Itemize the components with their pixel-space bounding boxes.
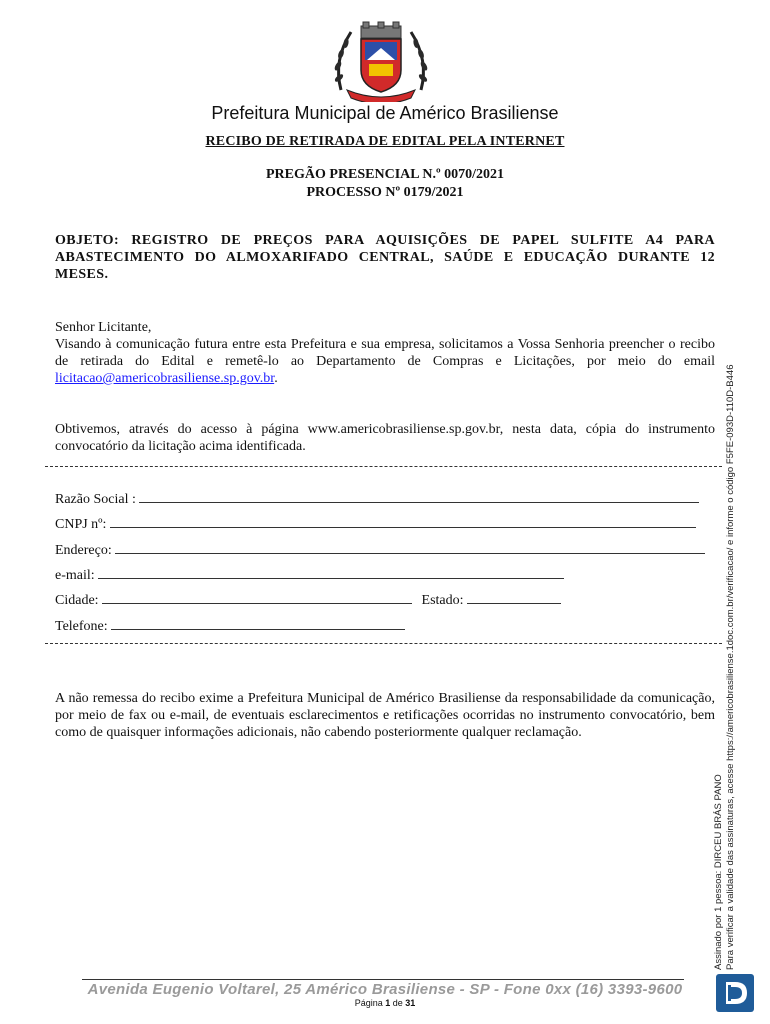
signature-verify-info: Para verificar a validade das assinaturas, acesse https://americobrasiliense.1doc.com.br/verificacao/ e informe o código F5FE-093D-110D-B446 — [725, 364, 736, 970]
telefone-field[interactable] — [55, 617, 405, 635]
disclaimer-paragraph: A não remessa do recibo exime a Prefeitura Municipal de Américo Brasiliense da responsabilidade da comunicação, por meio de fax ou e-mail, de eventuais esclarecimentos e retificações ocorridas no instrumento convocatório, bem como de quaisquer informações adicionais, não cabendo posteriormente qualquer reclamação. — [55, 691, 715, 740]
page-of: de — [392, 998, 403, 1008]
email-label: e-mail: — [55, 568, 95, 583]
razao-social-line[interactable] — [139, 490, 699, 503]
page-label: Página — [354, 998, 383, 1008]
onedoc-logo-icon — [716, 974, 754, 1012]
razao-social-field[interactable] — [55, 490, 699, 508]
page-number — [0, 998, 770, 1008]
access-paragraph: Obtivemos, através do acesso à página www.americobrasiliense.sp.gov.br, nesta data, cópia do instrumento convocatório da licitação acima identificada. — [55, 422, 715, 454]
razao-social-label: Razão Social : — [55, 492, 136, 507]
cnpj-line[interactable] — [110, 515, 696, 528]
objeto-text: REGISTRO DE PREÇOS PARA AQUISIÇÕES DE PAPEL SULFITE A4 PARA ABASTECIMENTO DO ALMOXARIFADO CENTRAL, SAÚDE E EDUCAÇÃO DURANTE 12 MESES. — [55, 233, 715, 282]
request-end: . — [274, 371, 278, 386]
email-line[interactable] — [98, 566, 564, 579]
footer-address: Avenida Eugenio Voltarel, 25 Américo Brasiliense - SP - Fone 0xx (16) 3393-9600 — [87, 981, 683, 998]
endereco-line[interactable] — [115, 541, 705, 554]
salutation: Senhor Licitante, — [55, 320, 152, 335]
endereco-label: Endereço: — [55, 543, 112, 558]
cidade-line[interactable] — [102, 591, 412, 604]
pregao-number: PREGÃO PRESENCIAL N.º 0070/2021 — [266, 167, 504, 182]
email-link[interactable]: licitacao@americobrasiliense.sp.gov.br — [55, 371, 275, 386]
document-title: RECIBO DE RETIRADA DE EDITAL PELA INTERNET — [205, 134, 565, 149]
footer-divider — [82, 979, 684, 980]
objeto-paragraph — [55, 232, 715, 283]
cidade-label: Cidade: — [55, 593, 99, 608]
cidade-estado-field[interactable] — [55, 591, 561, 609]
objeto-label: OBJETO: — [55, 233, 120, 248]
estado-label: Estado: — [421, 593, 464, 608]
email-field[interactable] — [55, 566, 564, 584]
telefone-line[interactable] — [111, 617, 405, 630]
signature-verification-text — [713, 364, 737, 970]
endereco-field[interactable] — [55, 541, 705, 559]
municipal-crest-icon — [329, 20, 433, 102]
estado-line[interactable] — [467, 591, 561, 604]
request-paragraph — [55, 336, 715, 387]
municipality-name: Prefeitura Municipal de Américo Brasiliense — [211, 103, 559, 123]
signature-signed-by: Assinado por 1 pessoa: DIRCEU BRÁS PANO — [713, 774, 724, 970]
page-current: 1 — [385, 998, 391, 1008]
processo-number: PROCESSO Nº 0179/2021 — [306, 185, 464, 200]
cnpj-label: CNPJ nº: — [55, 517, 107, 532]
request-text: Visando à comunicação futura entre esta Prefeitura e sua empresa, solicitamos a Vossa Senhoria preencher o recibo de retirada do Edital e remetê-lo ao Departamento de Compras e Licitações, por meio do email — [55, 337, 715, 369]
page-total: 31 — [405, 998, 416, 1008]
telefone-label: Telefone: — [55, 619, 108, 634]
cnpj-field[interactable] — [55, 515, 696, 533]
